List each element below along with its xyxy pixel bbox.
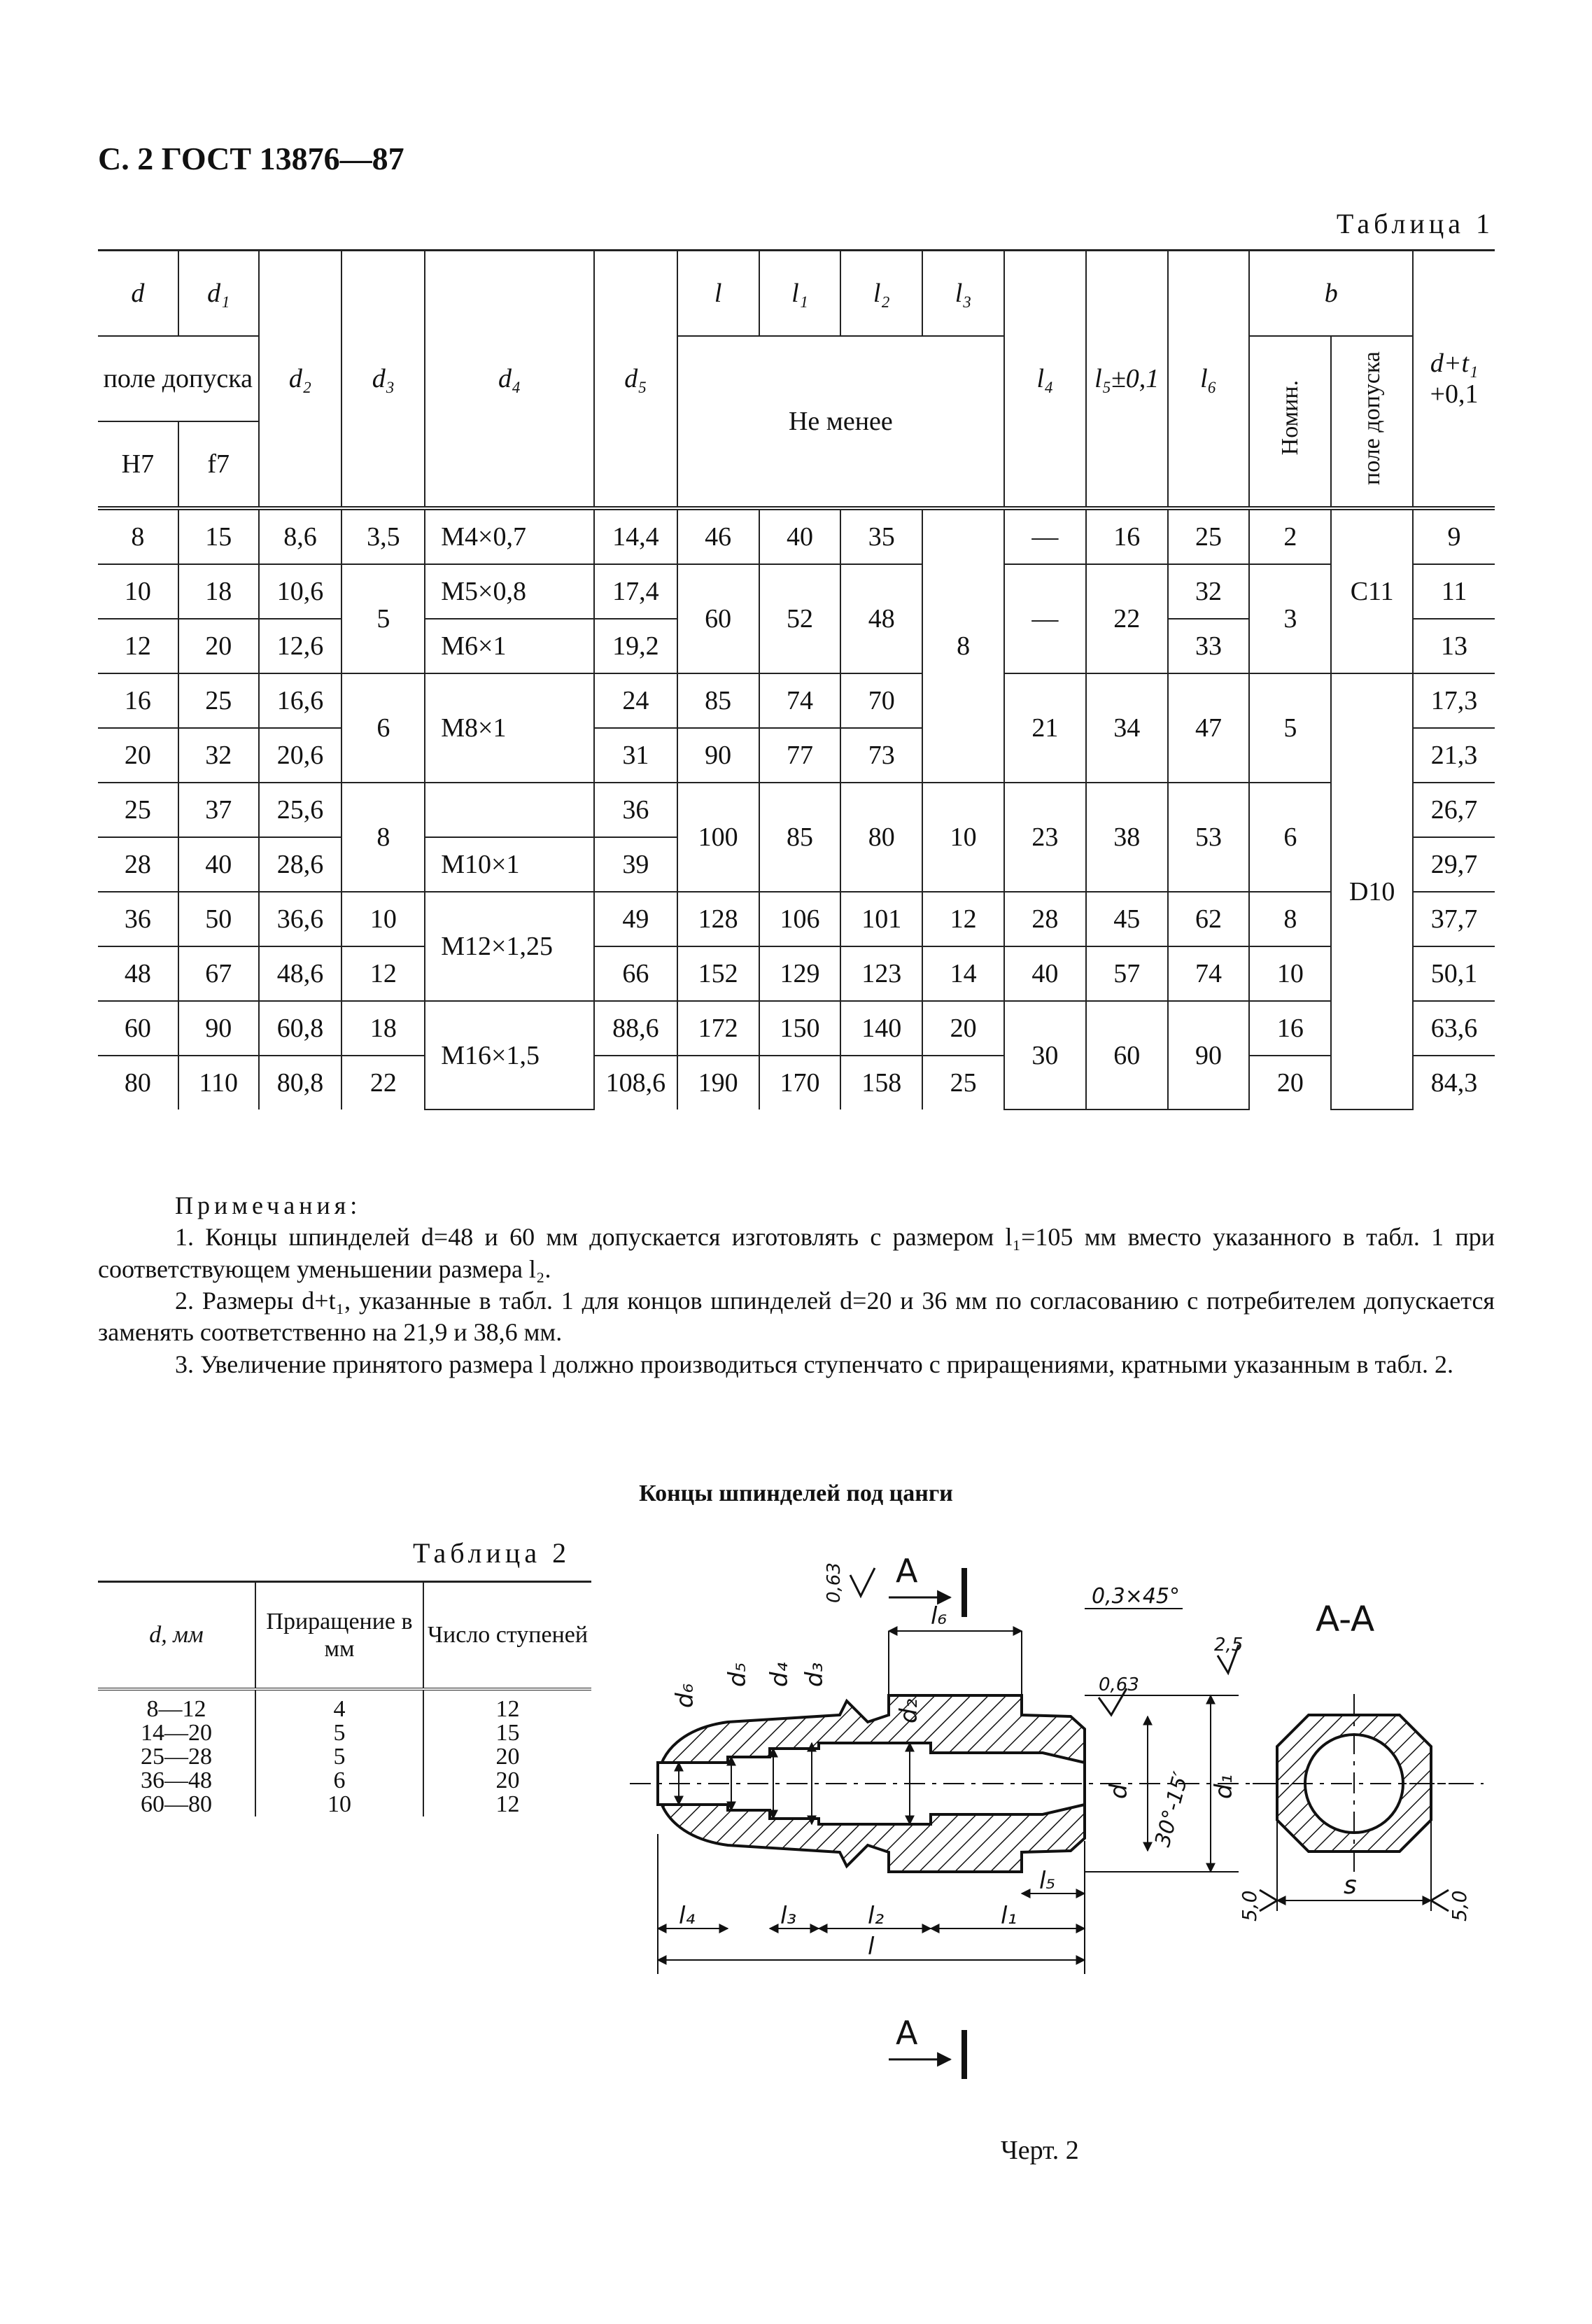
header-tolerance-field: поле допуска: [98, 336, 259, 421]
cell-d5: 24: [594, 673, 677, 728]
cell-steps: 20: [423, 1769, 591, 1793]
header-d3: d₃: [341, 251, 425, 509]
cell-d5: 19,2: [594, 619, 677, 673]
label-l3: l₃: [780, 1902, 797, 1930]
cell-l1: 52: [759, 564, 841, 673]
label-section-a-a: A-A: [1316, 1599, 1375, 1639]
cell-d1: 18: [178, 564, 259, 619]
cell-d: 28: [98, 837, 178, 892]
note-item: 3. Увеличение принятого размера l должно производиться ступенчато с приращениями, кратными указанным в табл. 2.: [175, 1350, 1454, 1378]
cell-l3: 8: [922, 508, 1004, 783]
label-chamfer: 0,3×45°: [1092, 1584, 1181, 1609]
cell-d1: 50: [178, 892, 259, 946]
label-angle: 30°-15′: [1150, 1769, 1194, 1850]
cell-d4: M6×1: [425, 619, 594, 673]
cell-d4-empty: [425, 783, 594, 837]
cell-d-plus-t1: 37,7: [1413, 892, 1495, 946]
cell-d3: 10: [341, 892, 425, 946]
cell-d2: 8,6: [259, 508, 342, 564]
header-f7: f7: [178, 421, 259, 508]
label-l4: l₄: [679, 1902, 696, 1930]
label-d5: d₅: [724, 1662, 752, 1687]
cell-d-plus-t1: 21,3: [1413, 728, 1495, 783]
cell-d2: 60,8: [259, 1001, 342, 1056]
cell-d5: 88,6: [594, 1001, 677, 1056]
cell-l5: 22: [1086, 564, 1168, 673]
cell-l6: 32: [1168, 564, 1250, 619]
cell-d4: M10×1: [425, 837, 594, 892]
cell-increment: 6: [255, 1769, 423, 1793]
cell-l4: 23: [1004, 783, 1086, 892]
cell-d-range: 8—12: [146, 1696, 206, 1722]
table2-caption: Таблица 2: [413, 1537, 571, 1569]
cell-increment: 5: [255, 1721, 423, 1745]
cell-l5: 16: [1086, 508, 1168, 564]
cell-l: 172: [677, 1001, 759, 1056]
cell-d-plus-t1: 13: [1413, 619, 1495, 673]
cell-d2: 25,6: [259, 783, 342, 837]
header-b-tolerance: [1331, 336, 1413, 508]
dimensions-table: [98, 249, 1495, 1110]
cell-b-nominal: 3: [1249, 564, 1331, 673]
cell-b-tolerance: D10: [1331, 673, 1413, 1110]
cell-l: 128: [677, 892, 759, 946]
cell-b-nominal: 6: [1249, 783, 1331, 892]
label-d1: d₁: [1210, 1774, 1238, 1799]
cell-l6: 74: [1168, 946, 1250, 1001]
cell-l6: 53: [1168, 783, 1250, 892]
cell-b-nominal: 2: [1249, 508, 1331, 564]
cell-steps: 20: [423, 1745, 591, 1769]
cell-d5: 14,4: [594, 508, 677, 564]
cell-steps: 12: [423, 1689, 591, 1721]
cell-d: 36: [98, 892, 178, 946]
cell-l1: 40: [759, 508, 841, 564]
cell-d3: 22: [341, 1056, 425, 1110]
cell-d1: 40: [178, 837, 259, 892]
cell-d4: M12×1,25: [425, 892, 594, 1001]
cell-d1: 20: [178, 619, 259, 673]
surface-annotations: [824, 1562, 1243, 1715]
cell-b-nominal: 16: [1249, 1001, 1331, 1056]
cell-d5: 49: [594, 892, 677, 946]
cell-d1: 110: [178, 1056, 259, 1110]
cell-l1: 150: [759, 1001, 841, 1056]
cell-l: 90: [677, 728, 759, 783]
cell-d2: 48,6: [259, 946, 342, 1001]
label-roughness-50b: 5,0: [1448, 1890, 1471, 1921]
notes-title: Примечания:: [175, 1191, 362, 1219]
cell-d-plus-t1: 17,3: [1413, 673, 1495, 728]
header-l6: l₆: [1168, 251, 1250, 509]
cell-d1: 32: [178, 728, 259, 783]
header-d-plus-t1-label: d+t₁: [1430, 349, 1479, 378]
cell-d-plus-t1: 50,1: [1413, 946, 1495, 1001]
cell-d1: 15: [178, 508, 259, 564]
label-d4: d₄: [766, 1662, 794, 1687]
header-b-tolerance-text: поле допуска: [1358, 351, 1385, 485]
cell-d3: 8: [341, 783, 425, 892]
cell-d: 25: [98, 783, 178, 837]
cell-d-range: 14—20: [141, 1720, 212, 1746]
cell-l5: 57: [1086, 946, 1168, 1001]
cell-d: 60: [98, 1001, 178, 1056]
svg-text:A: A: [896, 2014, 918, 2052]
cell-l: 100: [677, 783, 759, 892]
cell-d5: 31: [594, 728, 677, 783]
header-d2: d₂: [259, 251, 342, 509]
cell-l6: 25: [1168, 508, 1250, 564]
cell-l5: 34: [1086, 673, 1168, 783]
header-l: l: [677, 251, 759, 337]
spindle-end-drawing: [609, 1540, 1491, 2100]
label-d: d: [1105, 1784, 1133, 1799]
header-d: d: [98, 251, 178, 337]
cell-d2: 80,8: [259, 1056, 342, 1110]
cell-d5: 66: [594, 946, 677, 1001]
header-l1: l₁: [759, 251, 841, 337]
header-d-plus-t1-tolerance: +0,1: [1430, 379, 1479, 409]
cell-l1: 106: [759, 892, 841, 946]
label-l5: l₅: [1039, 1867, 1056, 1895]
cell-l3: 14: [922, 946, 1004, 1001]
section-a-a-view: [1238, 1599, 1471, 1921]
cell-d4: M5×0,8: [425, 564, 594, 619]
cell-d4: M8×1: [425, 673, 594, 783]
label-roughness-063: 0,63: [824, 1562, 845, 1603]
header-d5: d₅: [594, 251, 677, 509]
cell-l4: 28: [1004, 892, 1086, 946]
cell-b-nominal: 10: [1249, 946, 1331, 1001]
label-d6: d₆: [671, 1683, 699, 1708]
increments-table: [98, 1581, 591, 1816]
cell-l2: 70: [840, 673, 922, 728]
header-b: b: [1249, 251, 1413, 337]
cell-l2: 140: [840, 1001, 922, 1056]
cell-d3: 12: [341, 946, 425, 1001]
label-roughness-063-b: 0,63: [1099, 1674, 1139, 1695]
cell-l3: 12: [922, 892, 1004, 946]
cell-l2: 35: [840, 508, 922, 564]
cell-d-plus-t1: 63,6: [1413, 1001, 1495, 1056]
header-h7: H7: [98, 421, 178, 508]
label-l2: l₂: [868, 1902, 885, 1930]
cell-steps: 12: [423, 1793, 591, 1816]
cell-l: 85: [677, 673, 759, 728]
header-increment: Приращение в мм: [255, 1582, 423, 1690]
cell-d3: 5: [341, 564, 425, 673]
cell-d5: 36: [594, 783, 677, 837]
header-d-plus-t1: [1413, 251, 1495, 509]
cell-d5: 39: [594, 837, 677, 892]
cell-l2: 48: [840, 564, 922, 673]
cell-l2: 101: [840, 892, 922, 946]
cell-d: 20: [98, 728, 178, 783]
label-l1: l₁: [1001, 1902, 1017, 1930]
cell-d-range: 60—80: [141, 1791, 212, 1817]
label-s: s: [1344, 1871, 1357, 1900]
header-l2: l₂: [840, 251, 922, 337]
cell-l: 46: [677, 508, 759, 564]
cell-l1: 74: [759, 673, 841, 728]
cell-d2: 12,6: [259, 619, 342, 673]
cell-l2: 80: [840, 783, 922, 892]
cell-increment: 10: [255, 1793, 423, 1816]
cell-d3: 18: [341, 1001, 425, 1056]
cell-l4: —: [1004, 508, 1086, 564]
cell-l1: 170: [759, 1056, 841, 1110]
cell-d: 12: [98, 619, 178, 673]
header-b-nominal: [1249, 336, 1331, 508]
cell-b-nominal: 20: [1249, 1056, 1331, 1110]
cell-l3: 25: [922, 1056, 1004, 1110]
cell-d-plus-t1: 11: [1413, 564, 1495, 619]
cell-l4: 21: [1004, 673, 1086, 783]
cell-l1: 129: [759, 946, 841, 1001]
header-l3: l₃: [922, 251, 1004, 337]
label-roughness-25: 2,5: [1214, 1634, 1244, 1656]
label-d2: d₂: [895, 1698, 923, 1723]
header-d4: d₄: [425, 251, 594, 509]
header-not-less: Не менее: [677, 336, 1004, 508]
cell-l: 60: [677, 564, 759, 673]
cell-d1: 25: [178, 673, 259, 728]
cell-l6: 47: [1168, 673, 1250, 783]
cell-l6: 62: [1168, 892, 1250, 946]
header-l4: l₄: [1004, 251, 1086, 509]
cell-d: 48: [98, 946, 178, 1001]
cell-l6: 90: [1168, 1001, 1250, 1110]
cell-d: 80: [98, 1056, 178, 1110]
cell-d3: 3,5: [341, 508, 425, 564]
cell-d-plus-t1: 29,7: [1413, 837, 1495, 892]
cell-l4: 30: [1004, 1001, 1086, 1110]
cell-d-range: 25—28: [141, 1744, 212, 1770]
cell-d2: 10,6: [259, 564, 342, 619]
table1-caption: Таблица 1: [1336, 208, 1494, 239]
cell-increment: 5: [255, 1745, 423, 1769]
cell-l: 152: [677, 946, 759, 1001]
note-item: 1. Концы шпинделей d=48 и 60 мм допускается изготовлять с размером l₁=105 мм вместо указанного в табл. 1 при соответствующем уменьшении размера l₂.: [98, 1223, 1495, 1283]
cell-l2: 123: [840, 946, 922, 1001]
cell-d-plus-t1: 26,7: [1413, 783, 1495, 837]
section-mark-bottom: [889, 2014, 964, 2079]
note-item: 2. Размеры d+t₁, указанные в табл. 1 для концов шпинделей d=20 и 36 мм по согласованию с потребителем допускается заменять соответственно на 21,9 и 38,6 мм.: [98, 1287, 1495, 1347]
cell-l2: 73: [840, 728, 922, 783]
svg-text:A: A: [896, 1552, 918, 1590]
figure-caption: Черт. 2: [1001, 2136, 1079, 2165]
cell-l1: 77: [759, 728, 841, 783]
cell-d: 8: [98, 508, 178, 564]
section-title: Концы шпинделей под цанги: [639, 1480, 953, 1506]
cell-d4: M4×0,7: [425, 508, 594, 564]
cell-l2: 158: [840, 1056, 922, 1110]
label-roughness-50a: 5,0: [1238, 1890, 1261, 1921]
label-l6: l₆: [931, 1602, 948, 1630]
header-steps: Число ступеней: [423, 1582, 591, 1690]
label-l: l: [868, 1933, 875, 1961]
header-d-mm: d, мм: [98, 1582, 255, 1690]
cell-l3: 10: [922, 783, 1004, 892]
cell-d-range: 36—48: [141, 1768, 212, 1793]
cell-increment: 4: [255, 1689, 423, 1721]
notes: [98, 1190, 1495, 1380]
cell-d1: 37: [178, 783, 259, 837]
label-d3: d₃: [801, 1662, 829, 1687]
cell-d-plus-t1: 9: [1413, 508, 1495, 564]
cell-d: 10: [98, 564, 178, 619]
cell-b-nominal: 5: [1249, 673, 1331, 783]
cell-l6: 33: [1168, 619, 1250, 673]
header-l5: l₅±0,1: [1086, 251, 1168, 509]
cell-d5: 108,6: [594, 1056, 677, 1110]
section-mark-top: [889, 1552, 964, 1617]
cell-l1: 85: [759, 783, 841, 892]
cell-d2: 20,6: [259, 728, 342, 783]
cell-b-tolerance: C11: [1331, 508, 1413, 673]
cell-l4: 40: [1004, 946, 1086, 1001]
cell-l5: 45: [1086, 892, 1168, 946]
cell-d2: 28,6: [259, 837, 342, 892]
cell-d5: 17,4: [594, 564, 677, 619]
cell-d2: 16,6: [259, 673, 342, 728]
cell-d4: M16×1,5: [425, 1001, 594, 1110]
header-d1: d₁: [178, 251, 259, 337]
cell-l3: 20: [922, 1001, 1004, 1056]
page-header: С. 2 ГОСТ 13876—87: [98, 141, 404, 176]
cell-d2: 36,6: [259, 892, 342, 946]
cell-l5: 38: [1086, 783, 1168, 892]
cell-d1: 67: [178, 946, 259, 1001]
cell-steps: 15: [423, 1721, 591, 1745]
cell-d: 16: [98, 673, 178, 728]
cell-l: 190: [677, 1056, 759, 1110]
header-b-nominal-text: Номин.: [1277, 380, 1304, 456]
cell-b-nominal: 8: [1249, 892, 1331, 946]
cell-d3: 6: [341, 673, 425, 783]
cell-l5: 60: [1086, 1001, 1168, 1110]
cell-d-plus-t1: 84,3: [1413, 1056, 1495, 1110]
cell-d1: 90: [178, 1001, 259, 1056]
cell-l4: —: [1004, 564, 1086, 673]
